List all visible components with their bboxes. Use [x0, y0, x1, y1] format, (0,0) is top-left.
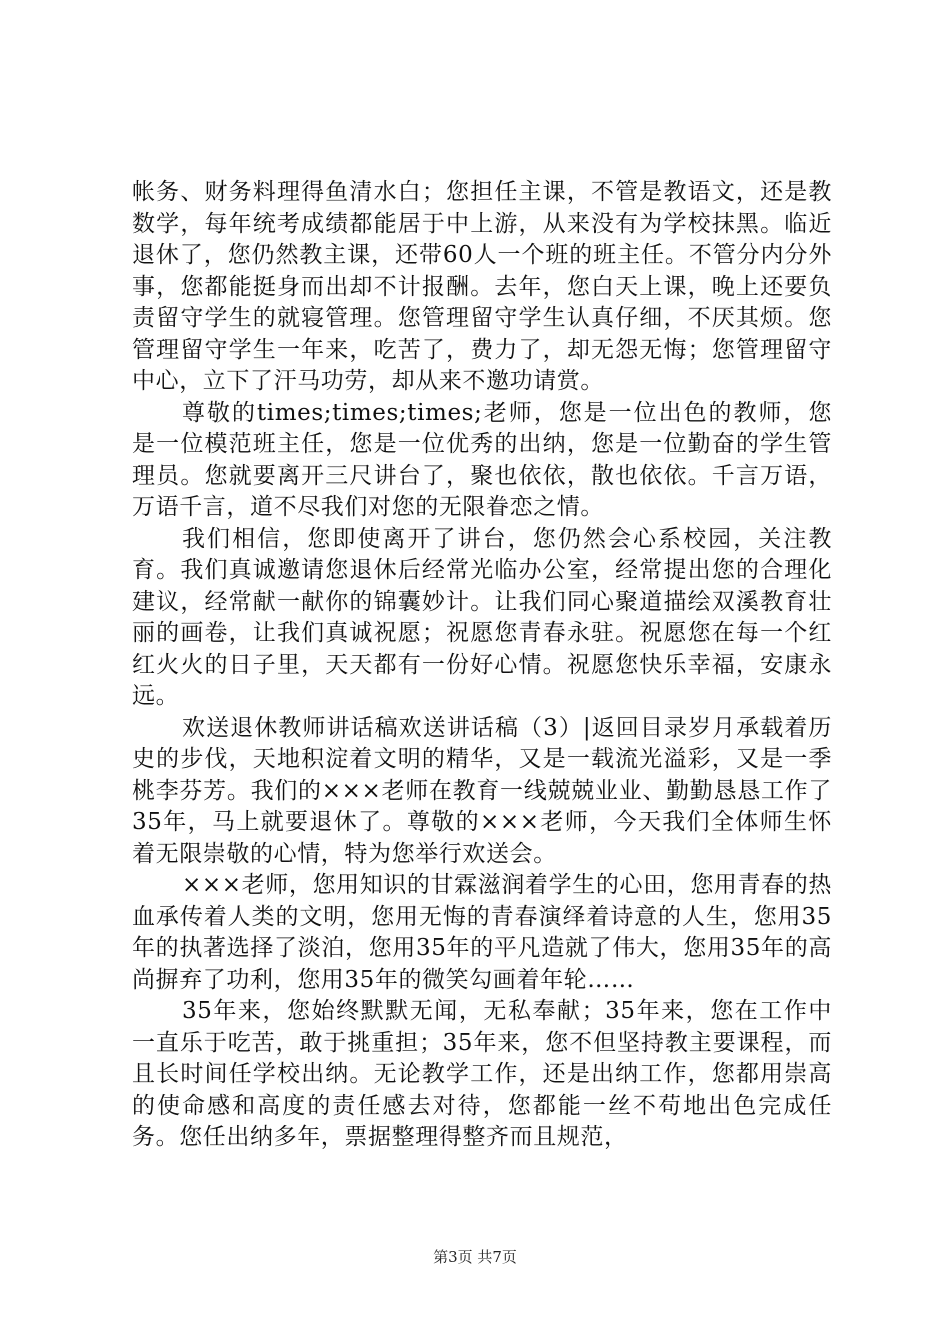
paragraph-2: 尊敬的times;times;times;老师，您是一位出色的教师，您是一位模范班主任，您是一位优秀的出纳，您是一位勤奋的学生管理员。您就要离开三尺讲台了，聚也依依，散也依依。千言万语，万语千言，道不尽我们对您的无限眷恋之情。: [132, 399, 832, 520]
paragraph-3: 我们相信，您即使离开了讲台，您仍然会心系校园，关注教育。我们真诚邀请您退休后经常光临办公室，经常提出您的合理化建议，经常献一献你的锦囊妙计。让我们同心聚道描绘双溪教育壮丽的画卷，让我们真诚祝愿；祝愿您青春永驻。祝愿您在每一个红红火火的日子里，天天都有一份好心情。祝愿您快乐幸福，安康永远。: [132, 525, 832, 709]
paragraph-4: 欢送退休教师讲话稿欢送讲话稿（3）|返回目录岁月承载着历史的步伐，天地积淀着文明的精华，又是一载流光溢彩，又是一季桃李芬芳。我们的×××老师在教育一线兢兢业业、勤勤恳恳工作了35年，马上就要退休了。尊敬的×××老师，今天我们全体师生怀着无限崇敬的心情，特为您举行欢送会。: [132, 714, 832, 867]
document-body: [132, 177, 832, 1154]
paragraph-1: 帐务、财务料理得鱼清水白；您担任主课，不管是教语文，还是教数学，每年统考成绩都能居于中上游，从来没有为学校抹黑。临近退休了，您仍然教主课，还带60人一个班的班主任。不管分内分外事，您都能挺身而出却不计报酬。去年，您白天上课，晚上还要负责留守学生的就寝管理。您管理留守学生认真仔细，不厌其烦。您管理留守学生一年来，吃苦了，费力了，却无怨无悔；您管理留守中心，立下了汗马功劳，却从来不邀功请赏。: [132, 179, 832, 394]
page-footer: [0, 1246, 950, 1267]
paragraph-6: 35年来，您始终默默无闻，无私奉献；35年来，您在工作中一直乐于吃苦，敢于挑重担；35年来，您不但坚持教主要课程，而且长时间任学校出纳。无论教学工作，还是出纳工作，您都用崇高的使命感和高度的责任感去对待，您都能一丝不苟地出色完成任务。您任出纳多年，票据整理得整齐而且规范，: [132, 998, 832, 1150]
page-number-label: 第3页 共7页: [433, 1248, 517, 1266]
paragraph-5: ×××老师，您用知识的甘霖滋润着学生的心田，您用青春的热血承传着人类的文明，您用无悔的青春演绎着诗意的人生，您用35年的执著选择了淡泊，您用35年的平凡造就了伟大，您用35年的高尚摒弃了功利，您用35年的微笑勾画着年轮……: [132, 872, 832, 993]
